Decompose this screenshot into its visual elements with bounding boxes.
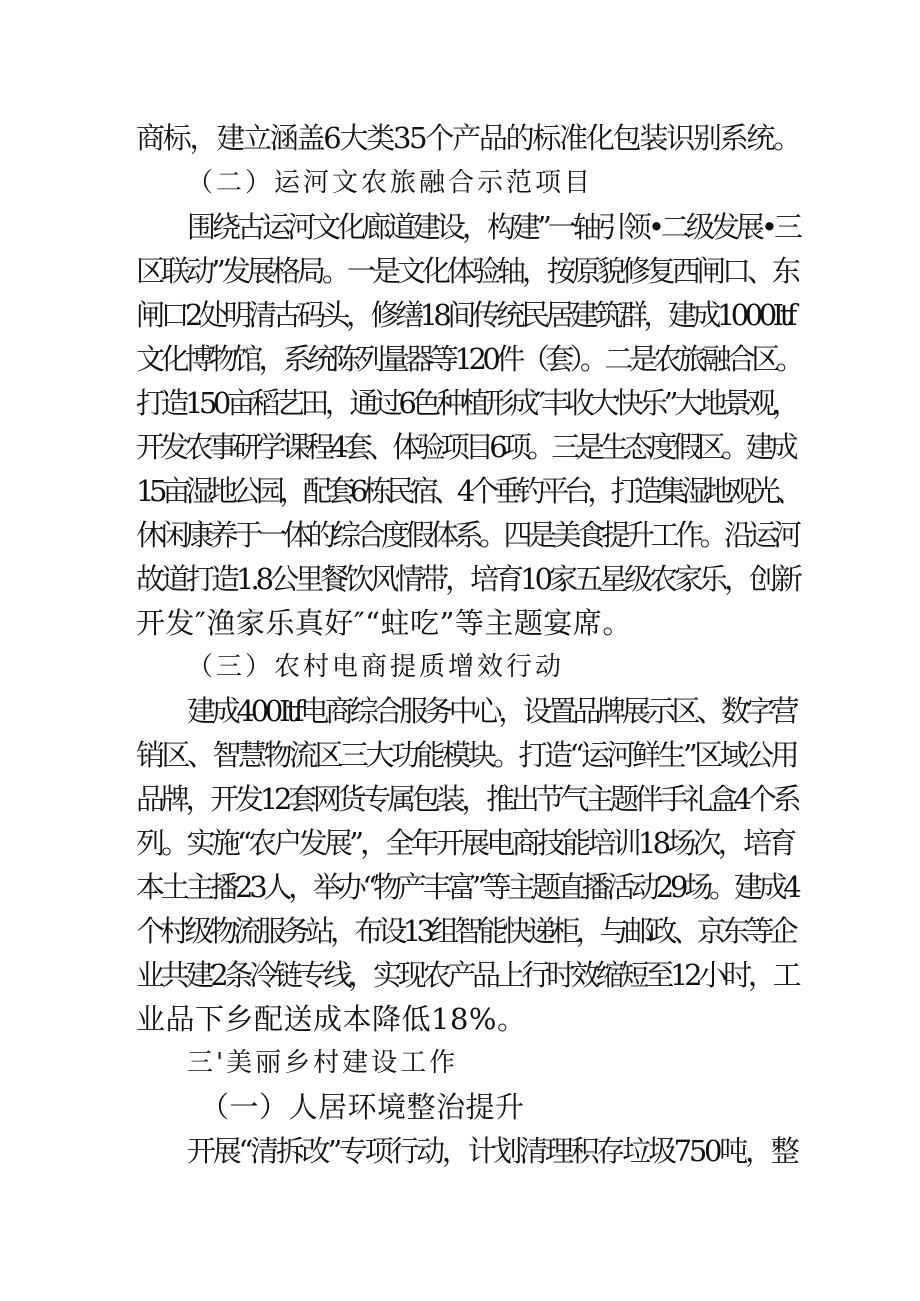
paragraph-first-line: 建成400Itf电商综合服务中心，设置品牌展示区、数字营	[187, 694, 796, 728]
body-text-line: 15亩湿地公园，配套6栋民宿、4个垂钓平台，打造集湿地观光、	[136, 474, 799, 508]
body-text-line: 打造150亩稻艺田，通过6色种植形成″丰收大快乐”大地景观，	[136, 386, 797, 420]
body-text-line: 文化博物馆，系统陈列量器等120件（套）。二是农旅融合区。	[136, 342, 801, 376]
body-text-line: 故道打造1.8公里餐饮风情带，培育10家五星级农家乐，创新	[136, 562, 800, 596]
body-text-line: 个村级物流服务站，布设13组智能快递柜，与邮政、京东等企	[136, 914, 794, 948]
chapter-heading: 三'美丽乡村建设工作	[187, 1048, 459, 1078]
body-text-line: 业共建2条冷链专线，实现农产品上行时效缩短至12小时，工	[136, 958, 798, 992]
section-heading: （二）运河文农旅融合示范项目	[187, 168, 594, 198]
paragraph-first-line: 开展“清拆改”专项行动，计划清理积存垃圾750吨，整	[187, 1134, 797, 1168]
section-heading: （一）人居环境整治提升	[200, 1090, 525, 1124]
body-text-line: 开发″渔家乐真好″“蛀吃”等主题宴席。	[136, 606, 632, 640]
body-text-line: 业品下乡配送成本降低18%。	[136, 1002, 527, 1036]
body-text-line: 销区、智慧物流区三大功能模块。打造“运河鲜生”区域公用	[136, 738, 797, 772]
body-text-line: 本土主播23人，举办“物产丰富”等主题直播活动29场。建成4	[136, 870, 798, 904]
paragraph-first-line: 围绕古运河文化廊道建设，构建”一轴引领•二级发展•三	[187, 210, 800, 244]
body-text-line: 休闲康养于一体的综合度假体系。四是美食提升工作。沿运河	[136, 518, 798, 552]
body-text-line: 商标，建立涵盖6大类35个产品的标准化包装识别系统。	[136, 121, 800, 155]
body-text-line: 开发农事研学课程4套、体验项目6项。三是生态度假区。建成	[136, 430, 794, 464]
body-text-line: 品牌，开发12套网货专属包装，推出节气主题伴手礼盒4个系	[136, 782, 798, 816]
body-text-line: 区联动”发展格局。一是文化体验轴，按原貌修复西闸口、东	[136, 254, 797, 288]
body-text-line: 闸口2处明清古码头，修缮18间传统民居建筑群，建成1000Itf	[136, 298, 793, 332]
body-text-line: 列。实施“农户发展”，全年开展电商技能培训18场次，培育	[136, 826, 794, 860]
section-heading: （三）农村电商提质增效行动	[187, 652, 565, 682]
